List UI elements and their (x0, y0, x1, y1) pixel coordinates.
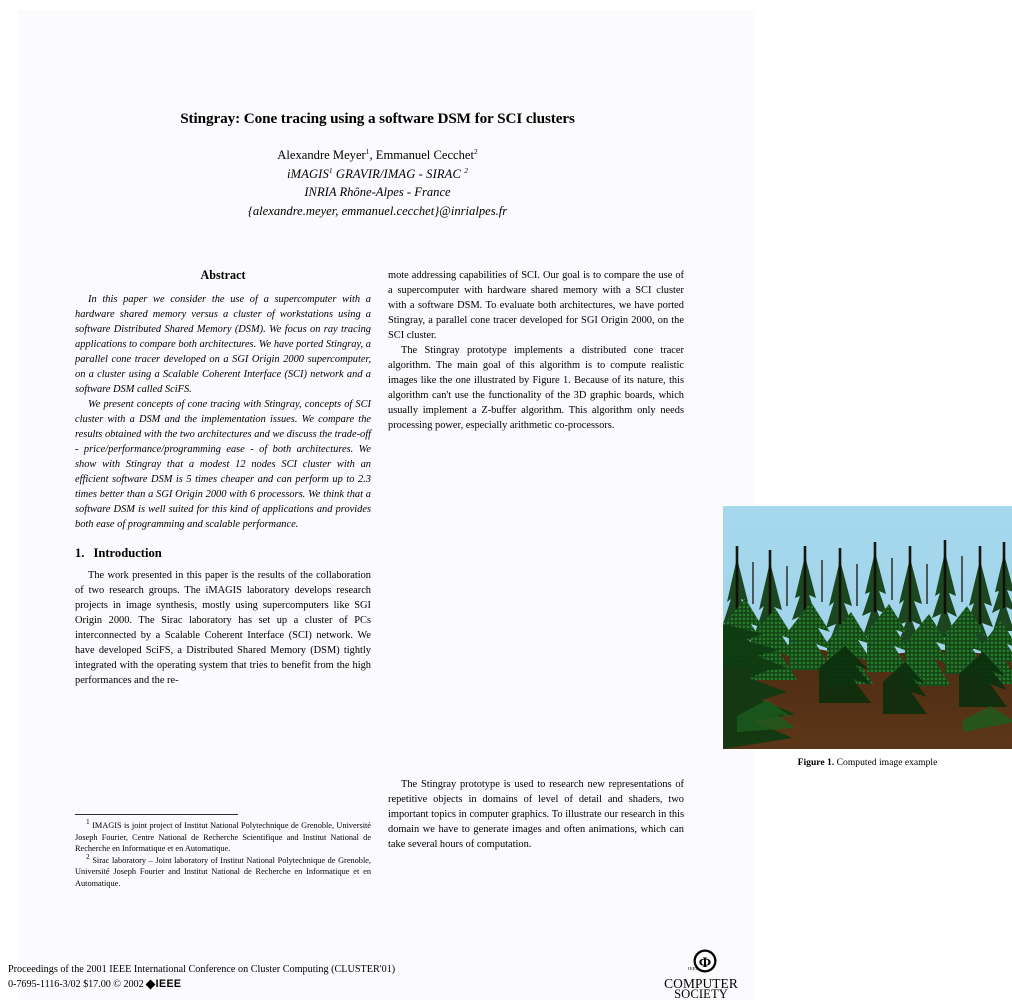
right-paragraph-2: The Stingray prototype implements a distributed cone tracer algorithm. The main goal of this algorithm is to compute realistic images like the one illustrated by Figure 1. Because of its nature, this algorithm can't use the functionality of the 3D graphic boards, which usually implement a Z-buffer algorithm. This algorithm only needs processing power, especially arithmetic co-processors. (388, 345, 684, 432)
ieee-phi-emblem-icon (681, 948, 721, 978)
figure-1 (723, 506, 1012, 768)
section-number: 1. (75, 545, 85, 560)
copyright-line (8, 977, 395, 993)
author-affiliation (75, 165, 680, 184)
footnote-1 (75, 817, 371, 855)
affiliation-imagis: iMAGIS (286, 166, 329, 181)
affiliation-superscript-1: 1 (328, 165, 333, 175)
logo-text (655, 977, 747, 1001)
proceedings-footer (8, 962, 395, 993)
footnote-1-text: IMAGIS is joint project of Institut National Polytechnique de Grenoble, Université Joseph Fourier, Centre National de Recherche Scientifique and Institut National de Recherche en Informatique et en Automatique. (75, 821, 371, 854)
abstract-paragraph-1: In this paper we consider the use of a supercomputer with a hardware shared memory versus a cluster of workstations using a software Distributed Shared Memory (DSM). We focus on ray tracing applications to compare both architectures. We have ported Stingray, a parallel cone tracer developed on a SGI Origin 2000 supercomputer, on a cluster using a Scalable Coherent Interface (SCI) network and a software DSM called SciFS. (75, 294, 371, 396)
footnote-2 (75, 851, 372, 890)
right-paragraph-3: The Stingray prototype is used to research new representations of repetitive objects in domains of level of detail and shaders, two important topics in computer graphics. To illustrate our research in this domain we have to generate images and often animations, which can take several hours of computation. (388, 779, 684, 851)
author-email: {alexandre.meyer, emmanuel.cecchet}@inrialpes.fr (247, 204, 508, 219)
author-name-1: Alexandre Meyer (277, 148, 366, 163)
figure-1-image (723, 506, 1012, 749)
ieee-wordmark: IEEE (155, 978, 182, 991)
abstract-paragraph-2: We present concepts of cone tracing with Stingray, concepts of SCI cluster with a DSM and the implementation issues. We compare the results obtained with the two architectures and we discuss the trade-off - price/performance/programming ease - of both architectures. We show with Stingray that a modest 12 nodes SCI cluster with an efficient software DSM is 5 times cheaper and can perform up to 2.3 times better than a SGI Origin 2000 with 6 processors. We think that a software DSM is well suited for this kind of applications and provides both ease of programming and scalable performance. (75, 399, 371, 531)
section-heading-introduction (75, 546, 371, 561)
page-canvas (18, 10, 938, 1000)
figure-forest-illustration (723, 506, 1012, 749)
title-block (75, 110, 680, 221)
footnote-2-text: Sirac laboratory – Joint laboratory of Institut National Polytechnique de Grenoble, Université Joseph Fourier and Institut National de Recherche en Informatique et en Automatique. (75, 855, 372, 888)
svg-text:Φ: Φ (698, 955, 712, 971)
author-superscript-2: 2 (474, 147, 478, 157)
copyright-text: 0-7695-1116-3/02 $17.00 © 2002 (8, 979, 144, 991)
author-superscript-1: 1 (365, 147, 370, 157)
right-paragraph-1: mote addressing capabilities of SCI. Our goal is to compare the use of a supercomputer with hardware shared memory with a SCI cluster with a software DSM. To evaluate both architectures, we have ported Stingray, a parallel cone tracer developed for SGI Origin 2000, on the SCI cluster. (388, 270, 684, 342)
figure-1-label: Figure 1. (797, 757, 835, 768)
affiliation-gravir: GRAVIR/IMAG - SIRAC (332, 166, 465, 181)
affiliation-superscript-2: 2 (464, 165, 469, 175)
ieee-computer-society-logo (655, 948, 747, 1001)
footnote-marker-2: 2 (86, 851, 90, 861)
footnote-area (75, 814, 371, 889)
diamond-icon (145, 980, 155, 990)
svg-text:IEEE: IEEE (688, 966, 700, 971)
author-institute: INRIA Rhône-Alpes - France (304, 185, 451, 200)
proceedings-line: Proceedings of the 2001 IEEE International Conference on Cluster Computing (CLUSTER'01) (8, 964, 396, 975)
author-name-2: , Emmanuel Cecchet (369, 148, 475, 163)
right-column (388, 268, 938, 851)
left-column (75, 268, 372, 888)
logo-line-computer: COMPUTER (664, 976, 738, 991)
figure-1-caption (723, 757, 1012, 768)
abstract-heading: Abstract (200, 268, 246, 282)
author-names (75, 146, 680, 165)
logo-line-society: SOCIETY (674, 987, 728, 1001)
footnote-marker-1: 1 (86, 817, 90, 827)
footnote-separator (75, 814, 238, 815)
figure-1-caption-text: Computed image example (834, 757, 938, 768)
author-block (75, 146, 680, 221)
body-columns (75, 268, 938, 888)
section-title: Introduction (93, 545, 162, 560)
page-title: Stingray: Cone tracing using a software DSM for SCI clusters (180, 110, 575, 127)
introduction-paragraph-1: The work presented in this paper is the results of the collaboration of two research groups. The iMAGIS laboratory develops research projects in image synthesis, mostly using supercomputers like SGI Origin 2000. The Sirac laboratory has set up a cluster of PCs interconnected by a Scalable Coherent Interface (SCI) network. We have developed SciFS, a Distributed Shared Memory (DSM) tightly integrated with the operating system that tries to benefit from the high performances and the re- (75, 569, 371, 686)
